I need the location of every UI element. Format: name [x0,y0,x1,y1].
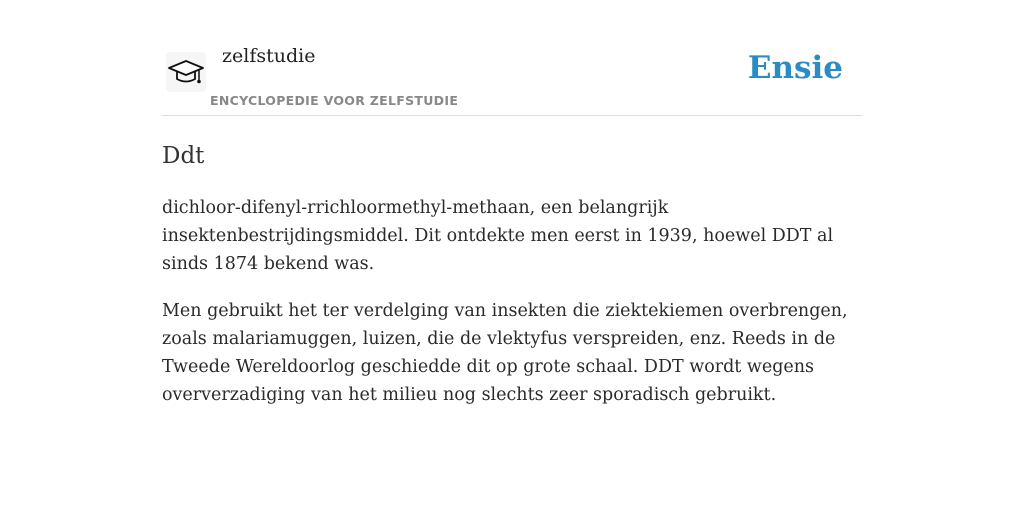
site-header [162,0,862,116]
page [162,0,862,409]
site-name[interactable]: zelfstudie [222,45,316,67]
article-paragraph: Men gebruikt het ter verdelging van insekten die ziektekiemen overbrengen, zoals malariamuggen, luizen, die de vlektyfus verspreiden, enz. Reeds in de Tweede Wereldoorlog geschiedde dit op grote schaal. DDT wordt wegens oververzadiging van het milieu nog slechts zeer sporadisch gebruikt. [162,301,848,405]
graduation-cap-icon[interactable] [166,52,206,92]
page-title: Ddt [162,143,205,169]
article-paragraph: dichloor-difenyl-rrichloormethyl-methaan, een belangrijk insektenbestrijdingsmiddel. Dit ontdekte men eerst in 1939, hoewel DDT al sinds 1874 bekend was. [162,198,834,274]
site-tagline: ENCYCLOPEDIE VOOR ZELFSTUDIE [210,93,459,108]
brand-logo-link[interactable]: Ensie [747,50,843,86]
